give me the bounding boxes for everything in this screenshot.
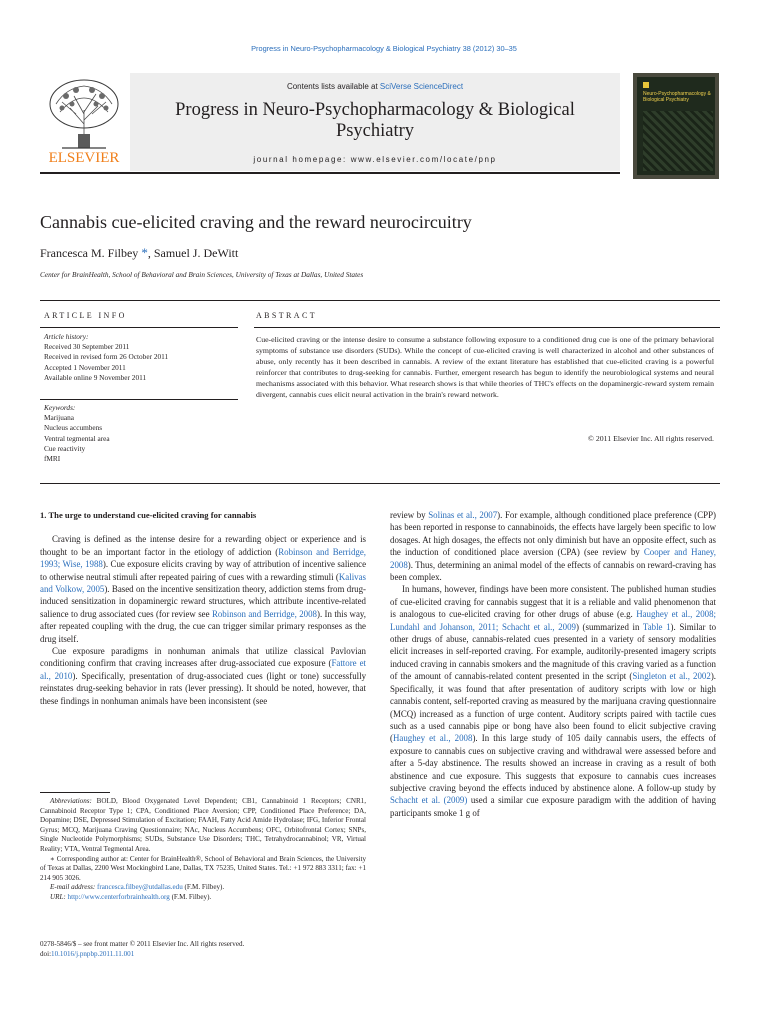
homepage-prefix: journal homepage:	[253, 155, 351, 164]
paragraph: Craving is defined as the intense desire for a rewarding object or experience and is thought to be an important factor in the etiology of addiction (Robinson and Berridge, 1993; Wise, 1988). Cue exposure elicits craving by way of attribution of incentive salience to otherwise neutral stimuli after repeated pairing of cues with a rewarding stimuli (Kalivas and Volkow, 2005). Based on the incentive sensitization theory, addiction stems from drug-induced sensitization in dopaminergic reward structures, which attribute incentive-related salience to drug associated cues (for review see Robinson and Berridge, 2008). In this way, after repeated coupling with the drug, the cue can trigger similar primary responses as the drug itself.	[40, 534, 367, 644]
section-rule	[40, 483, 720, 484]
citation-link[interactable]: Fattore et al., 2010	[40, 658, 366, 681]
left-column	[40, 509, 366, 707]
history-accepted: Accepted 1 November 2011	[44, 362, 126, 372]
author-2: Samuel J. DeWitt	[153, 246, 239, 260]
authors	[40, 245, 238, 261]
copyright-line: © 2011 Elsevier Inc. All rights reserved.	[587, 434, 714, 443]
article-info-rule	[40, 327, 238, 328]
website-link[interactable]: http://www.centerforbrainhealth.org	[67, 892, 170, 901]
journal-title-line1: Progress in Neuro-Psychopharmacology & Biological	[175, 100, 575, 120]
doi-link[interactable]: 10.1016/j.pnpbp.2011.11.001	[51, 949, 135, 958]
publisher-logo-text: ELSEVIER	[48, 150, 120, 166]
abbreviations-footnote: Abbreviations: BOLD, Blood Oxygenated Level Dependent; CB1, Cannabinoid 1 Receptors; CNR1, Cannabinoid Receptor Type 1; CPA, Conditioned Place Aversion; CPP, Conditioned Place Preference; DA, Dopamine; DSE, Depressed Stimulation of Excitation; FAAH, Fatty Acid Amide Hydrolase; IFG, Inferior Frontal Gyrus; MCQ, Marijuana Craving Questionnaire; NAc, Nucleus Accumbens; OFC, Orbitofrontal Cortex; SNPs, Single Nucleotide Polymorphisms; SUDs, Substance Use Disorders; THC, Tetrahydrocannabinol; VR, Virtual Reality; VTA, Ventral Tegmental Area.	[40, 797, 366, 853]
journal-cover-thumbnail[interactable]	[633, 73, 719, 179]
citation-link[interactable]: Haughey et al., 2008; Lundahl and Johanson, 2011; Schacht et al., 2009	[390, 609, 716, 632]
paragraph: review by Solinas et al., 2007). For example, although conditioned place preference (CPP) has been reported in response to cannabinoids, the effects have largely been specific to low dosages. At high dosages, the effects not only diminish but have an opposite effect, such as the induction of conditioned place aversion (CPA) (see review by Cooper and Haney, 2008). Thus, determining an animal model of the effects of cannabis on reward-craving has been complex.	[390, 510, 716, 583]
right-column	[390, 509, 716, 819]
abstract-rule	[254, 327, 720, 328]
keywords	[44, 403, 238, 464]
running-head: Progress in Neuro-Psychopharmacology & Biological Psychiatry 38 (2012) 30–35	[251, 44, 517, 53]
keyword-item: Marijuana	[44, 413, 74, 423]
journal-cover-image	[637, 77, 715, 175]
keywords-label: Keywords:	[44, 403, 76, 412]
contents-line	[130, 82, 620, 91]
journal-homepage	[130, 155, 620, 164]
publisher-logo	[42, 74, 126, 166]
citation-link[interactable]: Schacht et al. (2009)	[390, 795, 468, 806]
journal-title-line2: Psychiatry	[335, 121, 415, 141]
footnote-rule	[40, 792, 110, 793]
email-link[interactable]: francesca.filbey@utdallas.edu	[97, 883, 183, 892]
citation-link[interactable]: Cooper and Haney, 2008	[390, 547, 716, 570]
history-revised: Received in revised form 26 October 2011	[44, 352, 169, 362]
citation-link[interactable]: Solinas et al., 2007	[428, 510, 498, 520]
contents-prefix: Contents lists available at	[286, 82, 380, 91]
citation-link[interactable]: Singleton et al., 2002	[632, 671, 711, 682]
section-heading: 1. The urge to understand cue-elicited craving for cannabis	[40, 510, 257, 520]
corresponding-author-footnote: ∗ Corresponding author at: Center for BrainHealth®, School of Behavioral and Brain Sciences, the University of Texas at Dallas, 2200 West Mockingbird Lane, Dallas, TX 75235, United States. Tel.: +1 972 883 3311; fax: +1 214 905 3026.	[40, 854, 366, 882]
cover-cells-image	[643, 111, 713, 171]
sciencedirect-link[interactable]: SciVerse ScienceDirect	[379, 82, 464, 91]
citation-link[interactable]: Haughey et al., 2008	[392, 733, 473, 744]
footnotes	[40, 797, 366, 903]
paragraph: Cue exposure paradigms in nonhuman animals that utilize classical Pavlovian conditioning confirm that craving increases after drug-associated cue exposure (Fattore et al., 2010). Specifically, presentation of drug-associated cues (light or tone) successfully reinstates drug-seeking behavior in rats (lever pressing). It should be noted, however, that these findings in nonhuman animals have been inconsistent (see	[40, 646, 367, 706]
corresponding-author-mark[interactable]: *	[141, 245, 148, 260]
citation-link[interactable]: Kalivas and Volkow, 2005	[40, 571, 366, 595]
keyword-item: fMRI	[44, 454, 61, 464]
article-history	[44, 332, 238, 383]
homepage-url[interactable]: www.elsevier.com/locate/pnp	[350, 155, 497, 164]
keyword-item: Nucleus accumbens	[44, 423, 103, 433]
abstract-label: ABSTRACT	[256, 311, 317, 320]
journal-title	[130, 100, 620, 142]
tree-logo-icon	[42, 74, 126, 166]
citation-link[interactable]: Robinson and Berridge, 1993; Wise, 1988	[40, 546, 367, 570]
front-matter	[40, 940, 366, 959]
keyword-item: Ventral tegmental area	[44, 433, 110, 443]
cover-logo-icon	[643, 82, 649, 88]
history-online: Available online 9 November 2011	[44, 372, 147, 382]
affiliation: Center for BrainHealth, School of Behavioral and Brain Sciences, University of Texas at Dallas, United States	[40, 270, 364, 279]
keywords-rule	[40, 399, 238, 400]
author-1: Francesca M. Filbey	[40, 246, 139, 260]
table-link[interactable]: Table 1	[642, 621, 671, 632]
top-rule	[40, 300, 720, 301]
article-info-label: ARTICLE INFO	[44, 311, 127, 320]
history-received: Received 30 September 2011	[44, 342, 130, 352]
abstract-text: Cue-elicited craving or the intense desire to consume a substance following exposure to a conditioned drug cue is one of the primary behavioral symptoms of substance use disorders (SUDs). While the concept of cue-elicited craving is well characterized in alcohol and other substances of abuse, only recently has it been described in cannabis. A review of the extant literature has established that cue-elicited craving is a powerful reinforcer that contributes to drug-seeking for cannabis. Further, emergent research has begun to identify the neurobiological systems and neural mechanisms associated with this behavior. What research shows is that while theories of THC's effects on the dopaminergic-reward system remain divergent, cannabis cues elicit neural activation in the brain's reward network.	[256, 335, 714, 400]
doi-line: doi:10.1016/j.pnpbp.2011.11.001	[40, 949, 135, 958]
author-separator: ,	[147, 246, 154, 260]
history-label: Article history:	[44, 332, 89, 341]
email-line: E-mail address: francesca.filbey@utdallas.edu (F.M. Filbey).	[50, 883, 225, 892]
paragraph: In humans, however, findings have been more consistent. The published human studies of cue-elicited craving for cannabis suggest that it is a reliable and valid phenomenon that is analogous to cue-elicited craving for other drugs of abuse (e.g. Haughey et al., 2008; Lundahl and Johanson, 2011; Schacht et al., 2009) (summarized in Table 1). Similar to other drugs of abuse, cannabis-related cues presented in a variety of sensory modalities elicit increases in self-reported craving. For example, auditorily-presented imagery scripts induced craving in cannabis smokers and the magnitude of this craving varied as a function of the amount of cannabis-related content presented in the script (Singleton et al., 2002). Specifically, it was found that after presentation of auditory scripts with low or high cannabis content, self-reported craving as measured by the marijuana craving questionnaire (MCQ) increased as a function of urge content. Auditory scripts paired with tactile cues such as a used cannabis pipe or bong have also been found to elicit subjective craving (Haughey et al., 2008). In this large study of 105 daily cannabis users, the effects of exposure to cannabis cues on subjective craving and withdrawal were assessed before and after a 5-day abstinence. The results showed an increase in craving as a result of both abstinence and cue exposure. This suggests that exposure to cannabis cues increases subjective craving beyond the effects induced by abstinence alone. A follow-up study by Schacht et al. (2009) used a similar cue exposure paradigm with the addition of having participants smoke 1 g of	[390, 584, 717, 818]
cover-title: Neuro-Psychopharmacology & Biological Psychiatry	[643, 91, 711, 103]
issn-line: 0278-5846/$ – see front matter © 2011 Elsevier Inc. All rights reserved.	[40, 940, 245, 948]
url-line: URL: http://www.centerforbrainhealth.org (F.M. Filbey).	[50, 892, 212, 901]
citation-link[interactable]: Robinson and Berridge, 2008	[211, 608, 317, 619]
article-title: Cannabis cue-elicited craving and the reward neurocircuitry	[40, 212, 472, 232]
keyword-item: Cue reactivity	[44, 443, 86, 453]
